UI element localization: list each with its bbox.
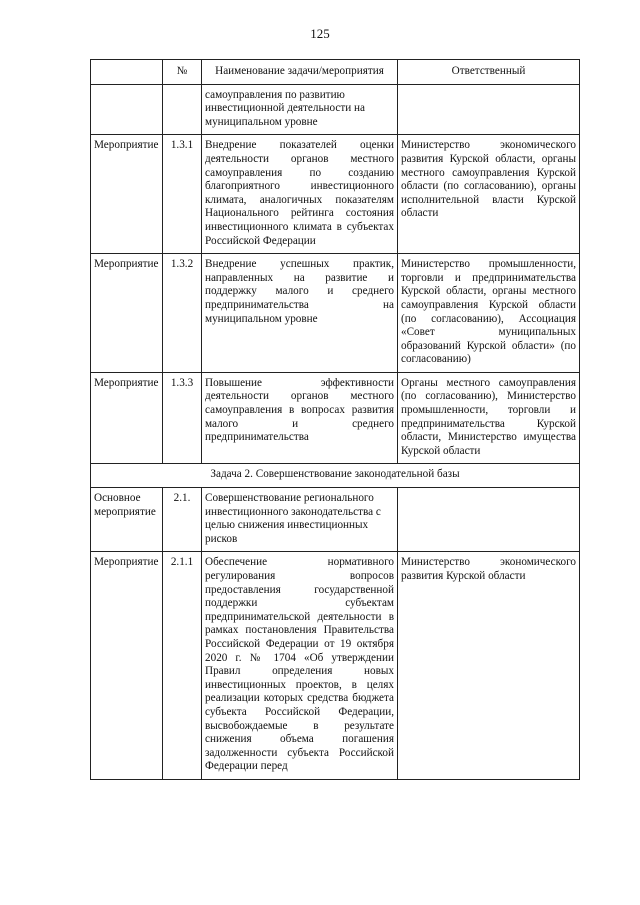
- row-responsible: Министерство экономического развития Курской области, органы местного самоуправления Курской области (по согласованию), органы исполнительной власти Курской области: [398, 135, 580, 254]
- row-number: 2.1.: [163, 488, 202, 552]
- table-row: [91, 372, 580, 464]
- header-name: Наименование задачи/мероприятия: [202, 60, 398, 85]
- section-heading: Задача 2. Совершенствование законодательной базы: [91, 464, 580, 488]
- row-responsible: Министерство промышленности, торговли и предпринимательства Курской области, органы местного самоуправления Курской области (по согласованию), Ассоциация «Совет муниципальных образований Курской области» (по согласованию): [398, 254, 580, 373]
- row-name: самоуправления по развитию инвестиционной деятельности на муниципальном уровне: [202, 84, 398, 135]
- row-type: Основное мероприятие: [91, 488, 163, 552]
- row-type: [91, 84, 163, 135]
- measures-table: [90, 59, 580, 780]
- row-name: Внедрение успешных практик, направленных на развитие и поддержку малого и среднего предпринимательства на муниципальном уровне: [202, 254, 398, 373]
- table-row: [91, 254, 580, 373]
- row-responsible: [398, 84, 580, 135]
- row-name: Совершенствование регионального инвестиционного законодательства с целью снижения инвестиционных рисков: [202, 488, 398, 552]
- row-number: 2.1.1: [163, 552, 202, 780]
- row-number: 1.3.2: [163, 254, 202, 373]
- row-responsible: [398, 488, 580, 552]
- table-row: [91, 488, 580, 552]
- page-number: 125: [310, 26, 330, 41]
- section-row: [91, 464, 580, 488]
- row-number: 1.3.1: [163, 135, 202, 254]
- row-name: Повышение эффективности деятельности органов местного самоуправления в вопросах развития малого и среднего предпринимательства: [202, 372, 398, 464]
- row-type: Мероприятие: [91, 135, 163, 254]
- table-row-continuation: [91, 84, 580, 135]
- row-type: Мероприятие: [91, 372, 163, 464]
- row-number: [163, 84, 202, 135]
- row-name: Обеспечение нормативного регулирования вопросов предоставления государственной поддержки субъектам предпринимательской деятельности в рамках постановления Правительства Российской Федерации от 19 октября 2020 г. № 1704 «Об утверждении Правил определения новых инвестиционных проектов, в целях реализации которых средства бюджета субъекта Российской Федерации, высвобождаемые в результате снижения объема погашения задолженности субъекта Российской Федерации перед: [202, 552, 398, 780]
- header-type: [91, 60, 163, 85]
- header-number: №: [163, 60, 202, 85]
- row-responsible: Министерство экономического развития Курской области: [398, 552, 580, 780]
- row-name: Внедрение показателей оценки деятельности органов местного самоуправления по созданию благоприятного инвестиционного климата, аналогичных показателям Национального рейтинга состояния инвестиционного климата в субъектах Российской Федерации: [202, 135, 398, 254]
- header-responsible: Ответственный: [398, 60, 580, 85]
- table-row: [91, 135, 580, 254]
- table-row: [91, 552, 580, 780]
- row-responsible: Органы местного самоуправления (по согласованию), Министерство промышленности, торговли и предпринимательства Курской области, Министерство имущества Курской области: [398, 372, 580, 464]
- row-type: Мероприятие: [91, 254, 163, 373]
- table-header-row: [91, 60, 580, 85]
- row-number: 1.3.3: [163, 372, 202, 464]
- row-type: Мероприятие: [91, 552, 163, 780]
